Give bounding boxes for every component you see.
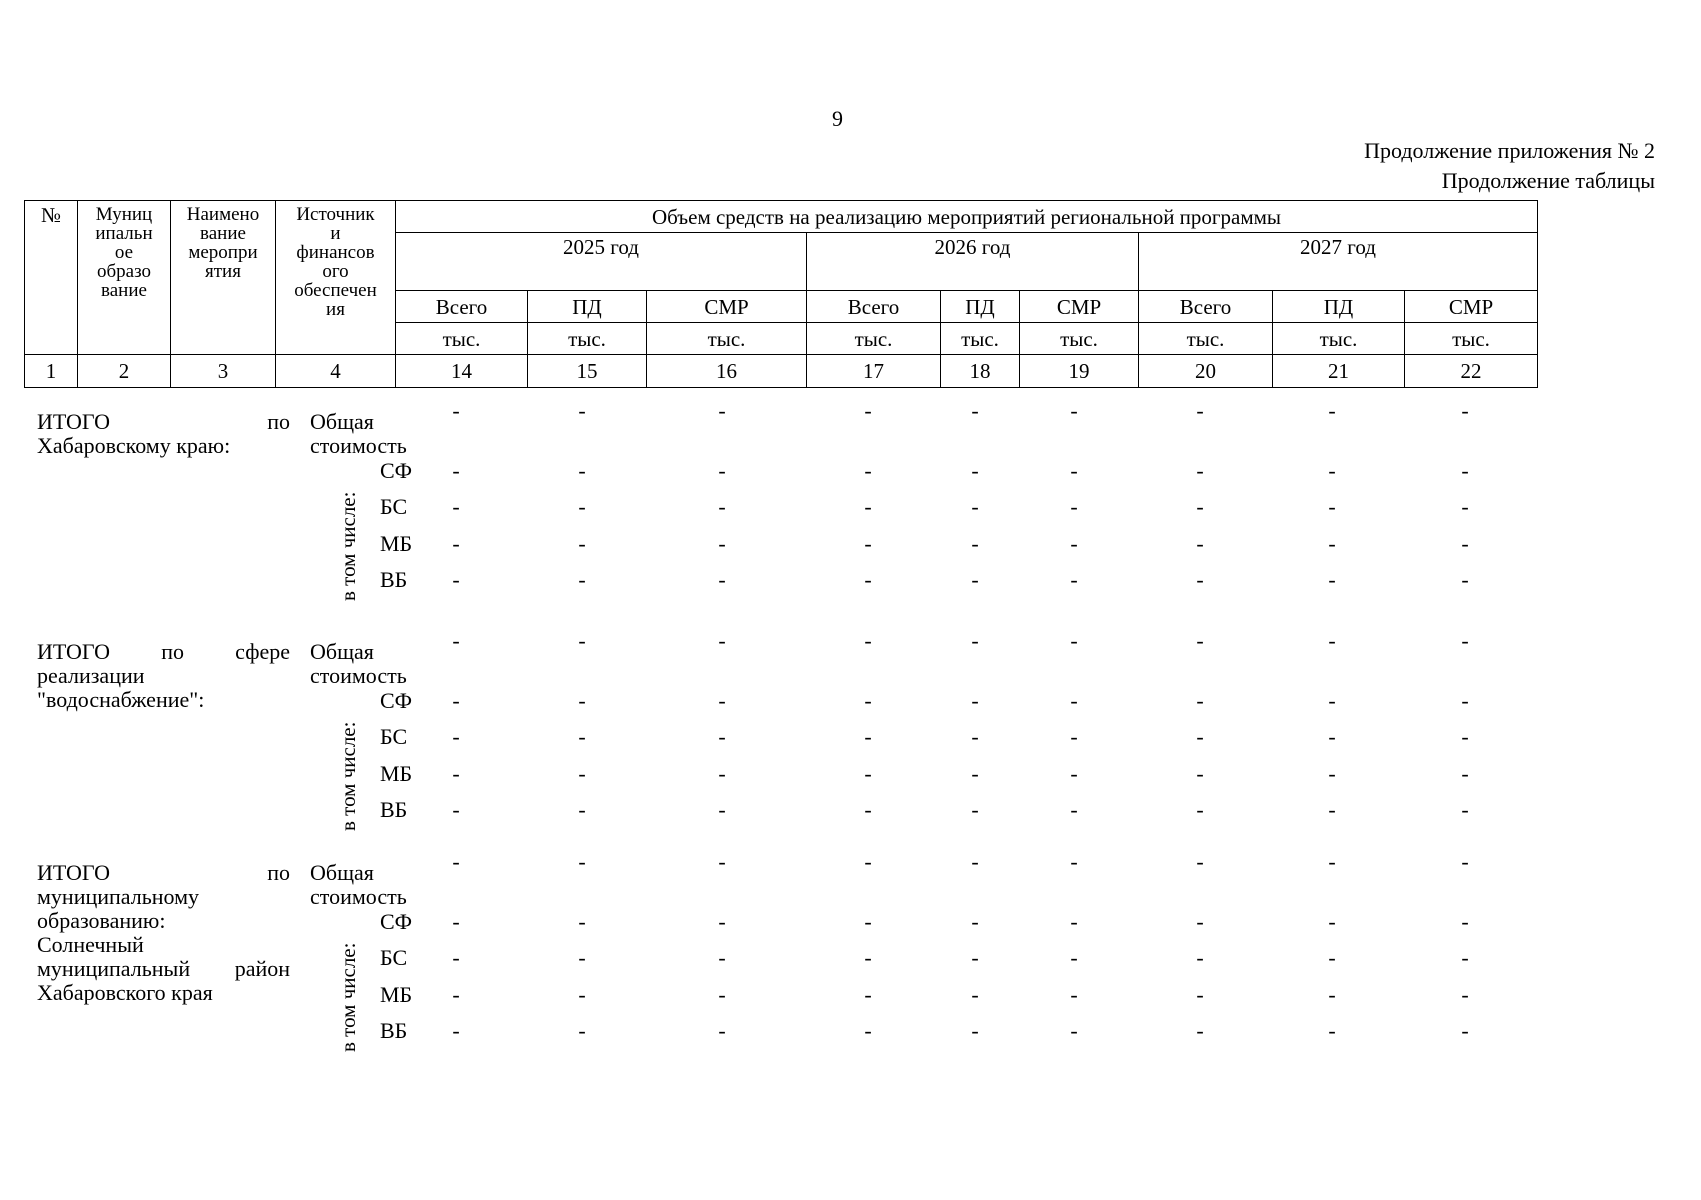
value-cell: - (864, 1018, 872, 1043)
funding-source-label: ВБ (380, 797, 408, 822)
value-cell: - (452, 688, 460, 713)
sub-header: ПД (1273, 291, 1405, 323)
col-number: 14 (396, 355, 528, 388)
value-cell: - (864, 567, 872, 592)
value-cell: - (578, 849, 586, 874)
value-cell: - (1196, 982, 1204, 1007)
value-cell: - (452, 909, 460, 934)
value-cell: - (1070, 494, 1078, 519)
sub-header: ПД (528, 291, 647, 323)
sub-header: Всего (807, 291, 941, 323)
total-cost-label: Общая стоимость (310, 409, 407, 458)
value-cell: - (971, 688, 979, 713)
header-table (24, 200, 1538, 388)
section-label-line (37, 664, 290, 688)
value-cell: - (1461, 494, 1469, 519)
value-cell: - (578, 628, 586, 653)
value-cell: - (1461, 567, 1469, 592)
value-cell: - (971, 567, 979, 592)
section-label-word: по (267, 860, 290, 885)
unit-cell: тыс. (396, 323, 528, 355)
section-label-line (37, 933, 290, 957)
value-cell: - (1196, 398, 1204, 423)
section-label-word: район (234, 956, 290, 981)
unit-cell: тыс. (1020, 323, 1139, 355)
value-cell: - (1196, 567, 1204, 592)
value-cell: - (971, 797, 979, 822)
value-cell: - (1461, 458, 1469, 483)
value-cell: - (1070, 688, 1078, 713)
funding-source-label: СФ (380, 458, 413, 483)
value-cell: - (971, 398, 979, 423)
value-cell: - (864, 797, 872, 822)
value-cell: - (1328, 724, 1336, 749)
total-cost-label: Общая стоимость (310, 860, 407, 909)
sub-header: ПД (941, 291, 1020, 323)
unit-cell: тыс. (528, 323, 647, 355)
value-cell: - (1461, 945, 1469, 970)
value-cell: - (452, 1018, 460, 1043)
section-label-word: муниципальный (37, 956, 191, 981)
value-cell: - (578, 567, 586, 592)
value-cell: - (1196, 945, 1204, 970)
value-cell: - (578, 797, 586, 822)
sub-header: Всего (1139, 291, 1273, 323)
value-cell: - (718, 724, 726, 749)
value-cell: - (1461, 909, 1469, 934)
section-label-word: по (161, 639, 184, 664)
value-cell: - (718, 761, 726, 786)
col-number: 20 (1139, 355, 1273, 388)
value-cell: - (971, 761, 979, 786)
value-cell: - (1461, 761, 1469, 786)
year-header-2026: 2026 год (807, 233, 1139, 291)
value-cell: - (1328, 945, 1336, 970)
value-cell: - (1328, 909, 1336, 934)
col-header-no: № (25, 201, 78, 355)
value-cell: - (864, 909, 872, 934)
value-cell: - (971, 628, 979, 653)
value-cell: - (864, 761, 872, 786)
value-cell: - (1196, 724, 1204, 749)
value-cell: - (971, 494, 979, 519)
value-cell: - (1196, 628, 1204, 653)
section-label-word: Солнечный (37, 932, 144, 957)
col-number: 17 (807, 355, 941, 388)
col-number: 3 (171, 355, 276, 388)
value-cell: - (452, 398, 460, 423)
value-cell: - (1070, 628, 1078, 653)
value-cell: - (1070, 945, 1078, 970)
appendix-note (1364, 136, 1655, 196)
value-cell: - (1196, 761, 1204, 786)
value-cell: - (1328, 982, 1336, 1007)
value-cell: - (1070, 761, 1078, 786)
value-cell: - (971, 724, 979, 749)
funding-source-label: ВБ (380, 567, 408, 592)
value-cell: - (452, 494, 460, 519)
year-header-2025: 2025 год (396, 233, 807, 291)
appendix-line: Продолжение приложения № 2 (1364, 138, 1655, 163)
value-cell: - (718, 567, 726, 592)
col-header-municipality-text: Муниц ипальн ое образо вание (95, 204, 153, 301)
sub-header: Всего (396, 291, 528, 323)
value-cell: - (1196, 1018, 1204, 1043)
value-cell: - (718, 797, 726, 822)
value-cell: - (1461, 982, 1469, 1007)
value-cell: - (971, 458, 979, 483)
value-cell: - (718, 398, 726, 423)
value-cell: - (864, 945, 872, 970)
section-label-line (37, 981, 290, 1005)
funding-source-label: СФ (380, 688, 413, 713)
value-cell: - (1328, 458, 1336, 483)
value-cell: - (1328, 688, 1336, 713)
value-cell: - (578, 494, 586, 519)
value-cell: - (1328, 494, 1336, 519)
value-cell: - (1461, 724, 1469, 749)
section-label-line (37, 885, 290, 909)
section-block (24, 398, 1674, 625)
value-cell: - (1196, 909, 1204, 934)
value-cell: - (1328, 849, 1336, 874)
col-header-source-text: Источник и финансов ого обеспечен ия (294, 204, 377, 320)
unit-cell: тыс. (941, 323, 1020, 355)
unit-cell: тыс. (1273, 323, 1405, 355)
section-label-word: ИТОГО (37, 409, 110, 434)
section-label-line (37, 640, 290, 664)
value-cell: - (864, 458, 872, 483)
value-cell: - (452, 458, 460, 483)
funding-source-label: МБ (380, 531, 413, 556)
col-header-source (276, 201, 396, 355)
value-cell: - (718, 628, 726, 653)
value-cell: - (578, 1018, 586, 1043)
value-cell: - (1461, 531, 1469, 556)
col-number: 22 (1405, 355, 1538, 388)
value-cell: - (1328, 531, 1336, 556)
value-cell: - (718, 945, 726, 970)
value-cell: - (1070, 458, 1078, 483)
section-label-word: ИТОГО (37, 639, 110, 664)
value-cell: - (1070, 849, 1078, 874)
value-cell: - (1196, 531, 1204, 556)
col-number: 16 (647, 355, 807, 388)
unit-cell: тыс. (1405, 323, 1538, 355)
value-cell: - (718, 909, 726, 934)
col-number: 21 (1273, 355, 1405, 388)
value-cell: - (718, 1018, 726, 1043)
value-cell: - (718, 458, 726, 483)
value-cell: - (718, 688, 726, 713)
section-label-word: ИТОГО (37, 860, 110, 885)
section-label-word: Хабаровскому краю: (37, 433, 231, 458)
in-that-number-label: в том числе: (336, 721, 360, 831)
col-header-event-text: Наимено вание меропри ятия (186, 204, 260, 282)
value-cell: - (718, 982, 726, 1007)
value-cell: - (452, 628, 460, 653)
col-number: 4 (276, 355, 396, 388)
section-label (37, 410, 290, 458)
unit-cell: тыс. (807, 323, 941, 355)
total-cost-label: Общая стоимость (310, 639, 407, 688)
section-label-word: реализации (37, 663, 145, 688)
value-cell: - (864, 531, 872, 556)
funding-source-label: СФ (380, 909, 413, 934)
value-cell: - (1070, 567, 1078, 592)
value-cell: - (578, 909, 586, 934)
section-label-word: образованию: (37, 908, 166, 933)
col-header-event (171, 201, 276, 355)
value-cell: - (864, 849, 872, 874)
value-cell: - (452, 724, 460, 749)
in-that-number-label: в том числе: (336, 491, 360, 601)
value-cell: - (452, 849, 460, 874)
funding-source-label: БС (380, 945, 408, 970)
value-cell: - (971, 945, 979, 970)
value-cell: - (1461, 1018, 1469, 1043)
value-cell: - (864, 982, 872, 1007)
value-cell: - (864, 494, 872, 519)
value-cell: - (578, 398, 586, 423)
funding-source-label: ВБ (380, 1018, 408, 1043)
section-label-word: "водоснабжение": (37, 687, 205, 712)
year-header-2027: 2027 год (1139, 233, 1538, 291)
value-cell: - (1070, 982, 1078, 1007)
value-cell: - (1070, 531, 1078, 556)
value-cell: - (971, 849, 979, 874)
value-cell: - (971, 982, 979, 1007)
value-cell: - (1328, 398, 1336, 423)
sub-header: СМР (647, 291, 807, 323)
funding-source-label: МБ (380, 982, 413, 1007)
value-cell: - (1196, 849, 1204, 874)
value-cell: - (1328, 761, 1336, 786)
funding-source-label: БС (380, 724, 408, 749)
section-block (24, 849, 1674, 1076)
value-cell: - (1196, 688, 1204, 713)
value-cell: - (1328, 628, 1336, 653)
value-cell: - (718, 849, 726, 874)
col-header-municipality (78, 201, 171, 355)
value-cell: - (578, 688, 586, 713)
value-cell: - (864, 688, 872, 713)
unit-cell: тыс. (1139, 323, 1273, 355)
funding-source-label: БС (380, 494, 408, 519)
section-label-line (37, 410, 290, 434)
value-cell: - (1461, 398, 1469, 423)
col-number: 18 (941, 355, 1020, 388)
value-cell: - (452, 797, 460, 822)
value-cell: - (1461, 688, 1469, 713)
value-cell: - (1070, 797, 1078, 822)
value-cell: - (578, 724, 586, 749)
value-cell: - (1461, 797, 1469, 822)
value-cell: - (452, 945, 460, 970)
value-cell: - (1461, 628, 1469, 653)
section-label-word: Хабаровского края (37, 980, 213, 1005)
col-number: 19 (1020, 355, 1139, 388)
section-label-line (37, 909, 290, 933)
value-cell: - (578, 458, 586, 483)
in-that-number-label: в том числе: (336, 942, 360, 1052)
value-cell: - (452, 531, 460, 556)
col-number: 1 (25, 355, 78, 388)
section-label-line (37, 957, 290, 981)
appendix-line: Продолжение таблицы (1441, 168, 1655, 193)
value-cell: - (1070, 724, 1078, 749)
section-block (24, 628, 1674, 855)
value-cell: - (718, 494, 726, 519)
value-cell: - (971, 531, 979, 556)
col-header-volume: Объем средств на реализацию мероприятий региональной программы (396, 201, 1538, 233)
section-label-line (37, 861, 290, 885)
value-cell: - (1328, 797, 1336, 822)
value-cell: - (1196, 797, 1204, 822)
value-cell: - (971, 1018, 979, 1043)
value-cell: - (864, 724, 872, 749)
value-cell: - (452, 982, 460, 1007)
value-cell: - (578, 945, 586, 970)
section-label-line (37, 688, 290, 712)
page-number: 9 (832, 106, 843, 131)
section-label (37, 640, 290, 712)
sub-header: СМР (1020, 291, 1139, 323)
value-cell: - (1328, 567, 1336, 592)
col-number: 2 (78, 355, 171, 388)
value-cell: - (1328, 1018, 1336, 1043)
col-number: 15 (528, 355, 647, 388)
value-cell: - (1070, 1018, 1078, 1043)
value-cell: - (718, 531, 726, 556)
value-cell: - (1070, 909, 1078, 934)
section-label-word: по (267, 409, 290, 434)
value-cell: - (578, 982, 586, 1007)
value-cell: - (452, 761, 460, 786)
value-cell: - (578, 761, 586, 786)
funding-source-label: МБ (380, 761, 413, 786)
value-cell: - (1196, 458, 1204, 483)
value-cell: - (452, 567, 460, 592)
value-cell: - (864, 398, 872, 423)
value-cell: - (578, 531, 586, 556)
section-label-word: муниципальному (37, 884, 200, 909)
value-cell: - (971, 909, 979, 934)
section-label-word: сфере (235, 639, 290, 664)
sub-header: СМР (1405, 291, 1538, 323)
unit-cell: тыс. (647, 323, 807, 355)
value-cell: - (864, 628, 872, 653)
value-cell: - (1196, 494, 1204, 519)
value-cell: - (1070, 398, 1078, 423)
section-label-line (37, 434, 290, 458)
section-label (37, 861, 290, 1005)
value-cell: - (1461, 849, 1469, 874)
